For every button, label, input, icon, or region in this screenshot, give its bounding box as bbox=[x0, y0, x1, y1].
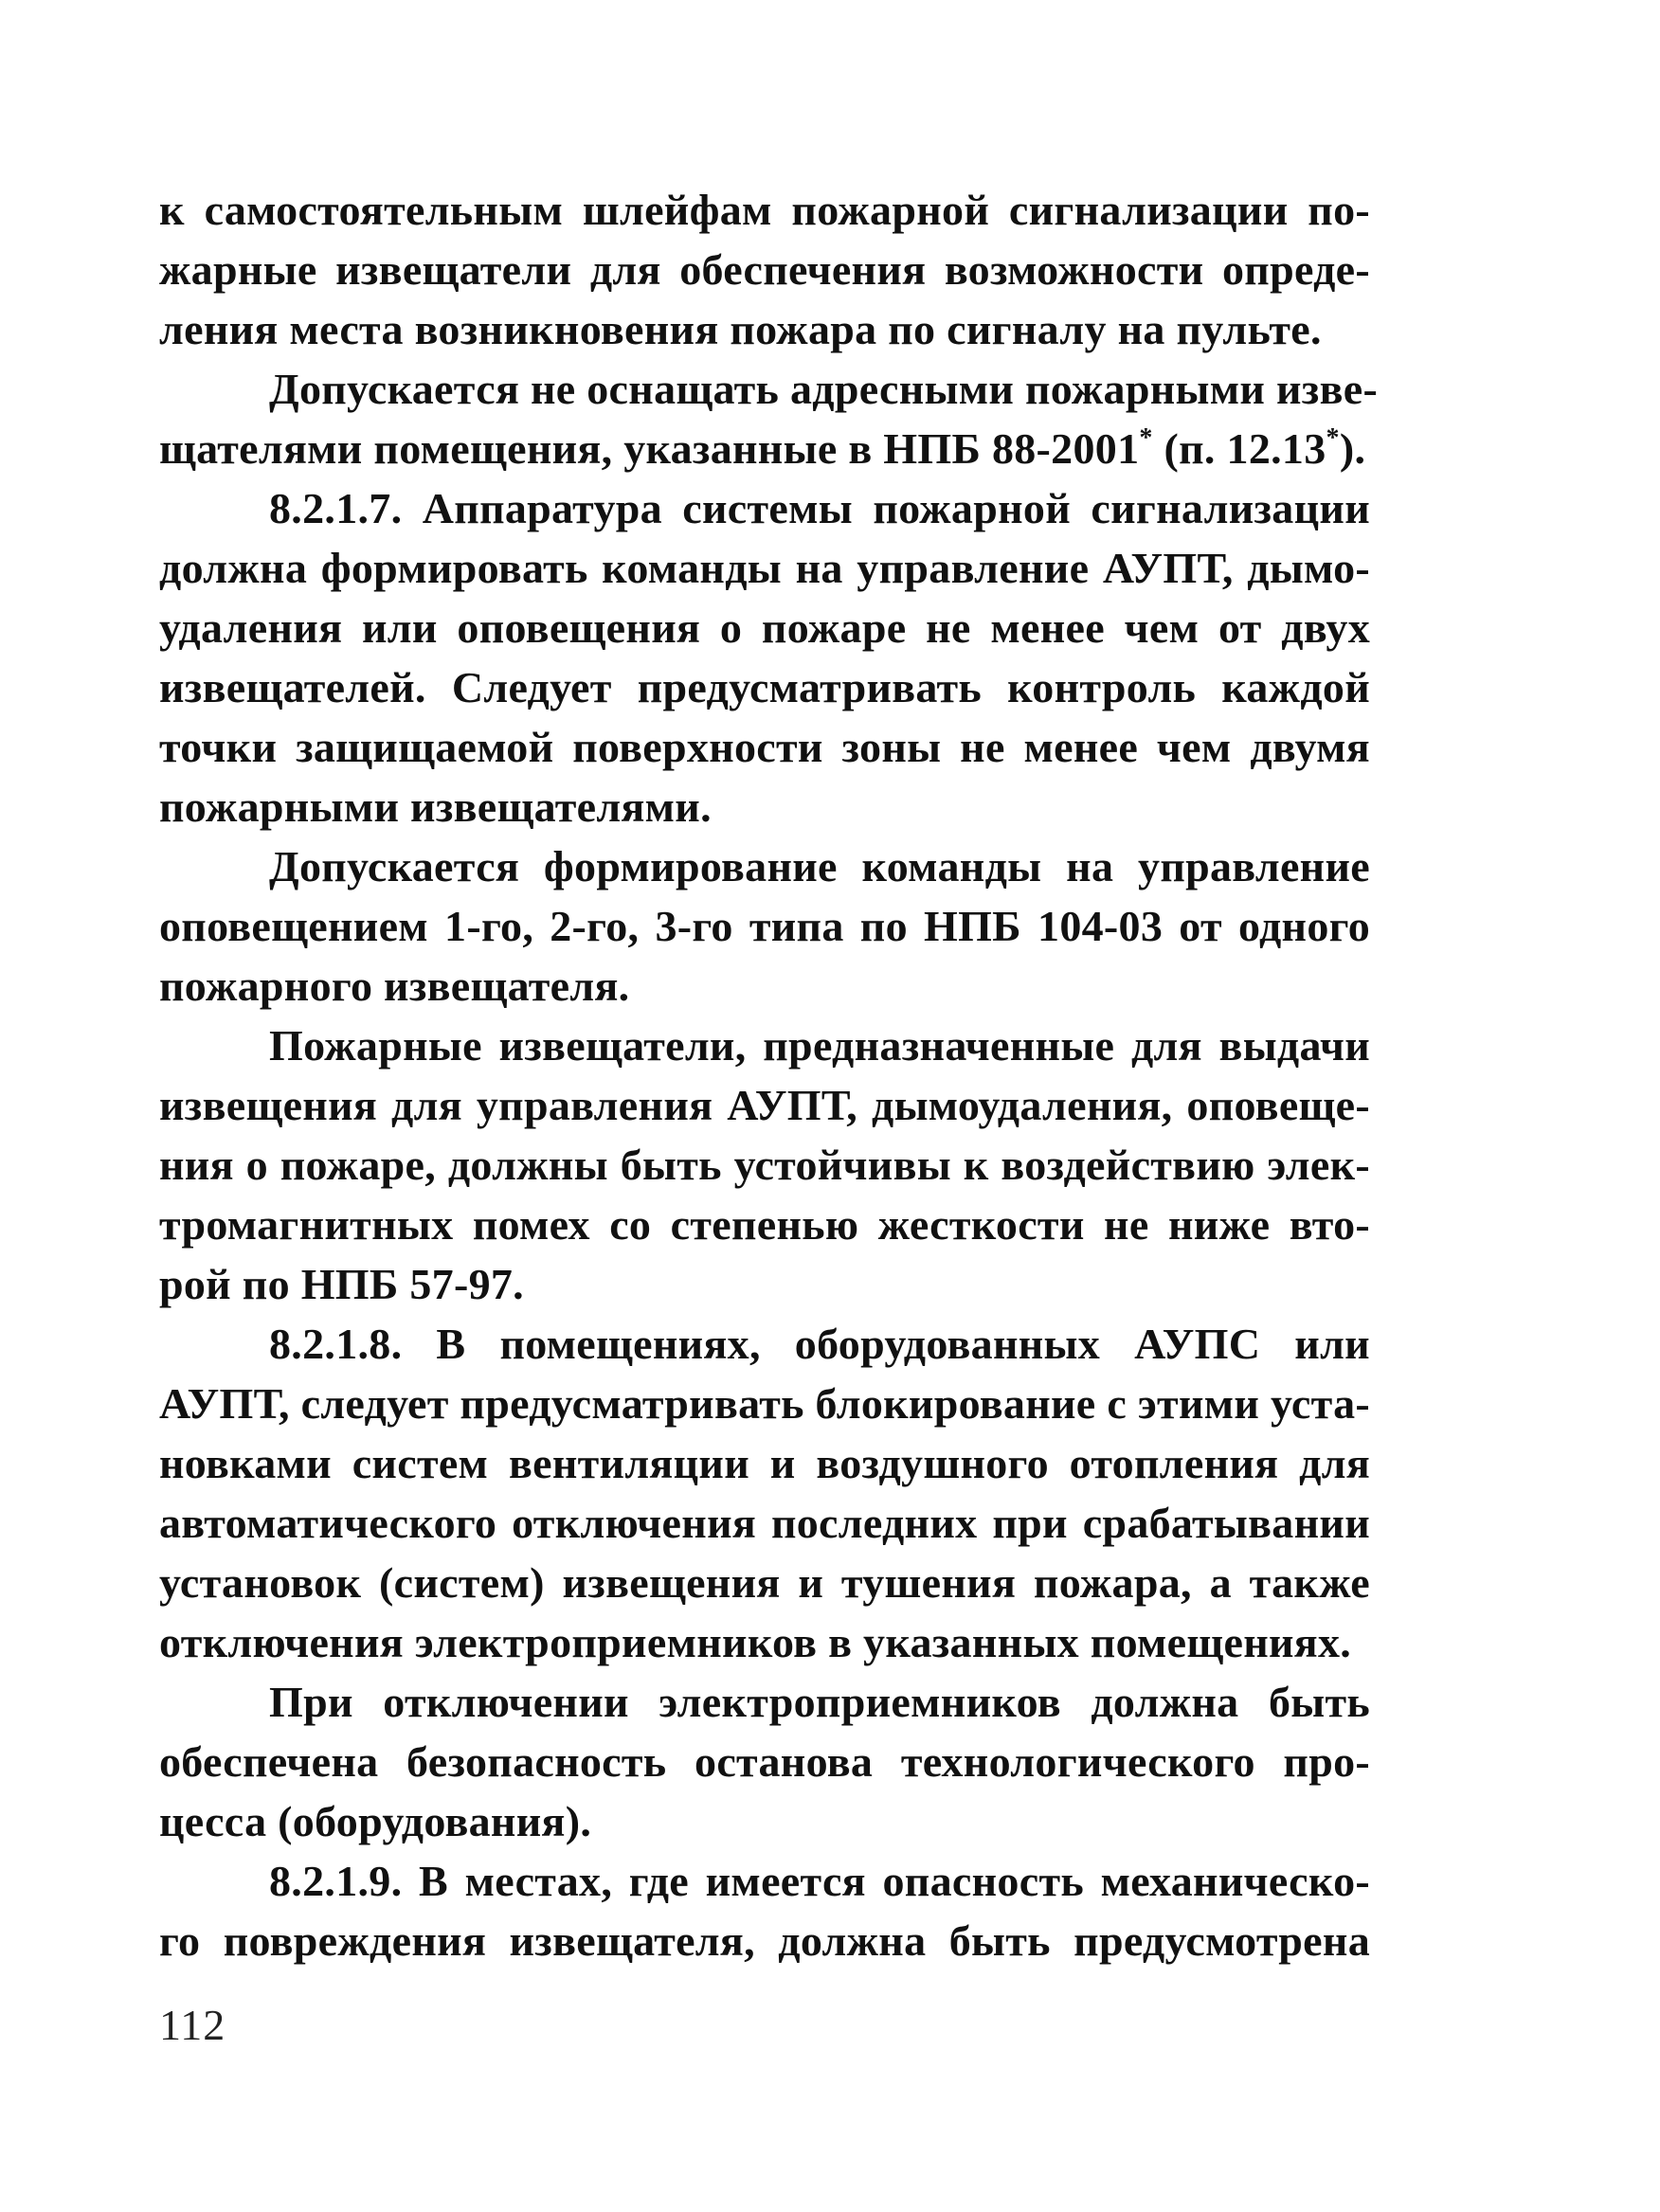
text-line: ления места возникновения пожара по сигналу на пульте. bbox=[159, 305, 1322, 353]
text-line: извещения для управления АУПТ, дымоудаления, оповеще- bbox=[159, 1081, 1370, 1129]
text-line: установок (систем) извещения и тушения пожара, а также bbox=[159, 1558, 1370, 1607]
text-line: АУПТ, следует предусматривать блокирование с этими уста- bbox=[159, 1379, 1370, 1428]
text-line: Допускается не оснащать адресными пожарными изве- bbox=[269, 365, 1379, 413]
text-line: 8.2.1.7. Аппаратура системы пожарной сигнализации bbox=[269, 484, 1370, 532]
text-line: оповещением 1-го, 2-го, 3-го типа по НПБ 104-03 от одного bbox=[159, 902, 1370, 950]
paragraph-8 bbox=[159, 1851, 1370, 1970]
text-line: цесса (оборудования). bbox=[159, 1797, 592, 1845]
paragraph-7 bbox=[159, 1672, 1370, 1851]
page-body bbox=[159, 180, 1379, 1970]
paragraph-1 bbox=[159, 180, 1370, 359]
page-number: 112 bbox=[159, 2001, 226, 2049]
text-line: При отключении электроприемников должна быть bbox=[269, 1678, 1370, 1726]
paragraph-5 bbox=[159, 1016, 1370, 1314]
paragraph-4 bbox=[159, 836, 1370, 1016]
paragraph-6 bbox=[159, 1314, 1370, 1672]
text-line: Пожарные извещатели, предназначенные для выдачи bbox=[269, 1021, 1370, 1070]
text-line: жарные извещатели для обеспечения возможности опреде- bbox=[159, 245, 1370, 294]
paragraph-3 bbox=[159, 478, 1370, 836]
text-line: тромагнитных помех со степенью жесткости не ниже вто- bbox=[159, 1200, 1370, 1249]
text-line: отключения электроприемников в указанных помещениях. bbox=[159, 1618, 1352, 1666]
text-line: должна формировать команды на управление АУПТ, дымо- bbox=[159, 544, 1370, 592]
text-line: точки защищаемой поверхности зоны не менее чем двумя bbox=[159, 723, 1370, 771]
text-line: обеспечена безопасность останова технологического про- bbox=[159, 1737, 1370, 1786]
text-line: рой по НПБ 57-97. bbox=[159, 1260, 524, 1308]
text-line: пожарного извещателя. bbox=[159, 962, 630, 1010]
text-line: 8.2.1.9. В местах, где имеется опасность механическо- bbox=[269, 1857, 1370, 1905]
paragraph-2 bbox=[159, 359, 1379, 478]
text-line: пожарными извещателями. bbox=[159, 782, 712, 831]
text-line: автоматического отключения последних при срабатывании bbox=[159, 1499, 1370, 1547]
text-line: удаления или оповещения о пожаре не менее чем от двух bbox=[159, 603, 1370, 652]
text-line: 8.2.1.8. В помещениях, оборудованных АУПС или bbox=[269, 1320, 1370, 1368]
text-line: щателями помещения, указанные в НПБ 88-2001* (п. 12.13*). bbox=[159, 423, 1366, 473]
text-line: Допускается формирование команды на управление bbox=[269, 842, 1370, 890]
text-line: новками систем вентиляции и воздушного отопления для bbox=[159, 1439, 1370, 1487]
text-line: извещателей. Следует предусматривать контроль каждой bbox=[159, 663, 1370, 711]
text-line: го повреждения извещателя, должна быть предусмотрена bbox=[159, 1916, 1370, 1965]
text-line: к самостоятельным шлейфам пожарной сигнализации по- bbox=[159, 186, 1370, 234]
footnote-mark: * bbox=[1326, 423, 1340, 453]
footnote-mark: * bbox=[1139, 423, 1153, 453]
text-line: ния о пожаре, должны быть устойчивы к воздействию элек- bbox=[159, 1141, 1370, 1189]
